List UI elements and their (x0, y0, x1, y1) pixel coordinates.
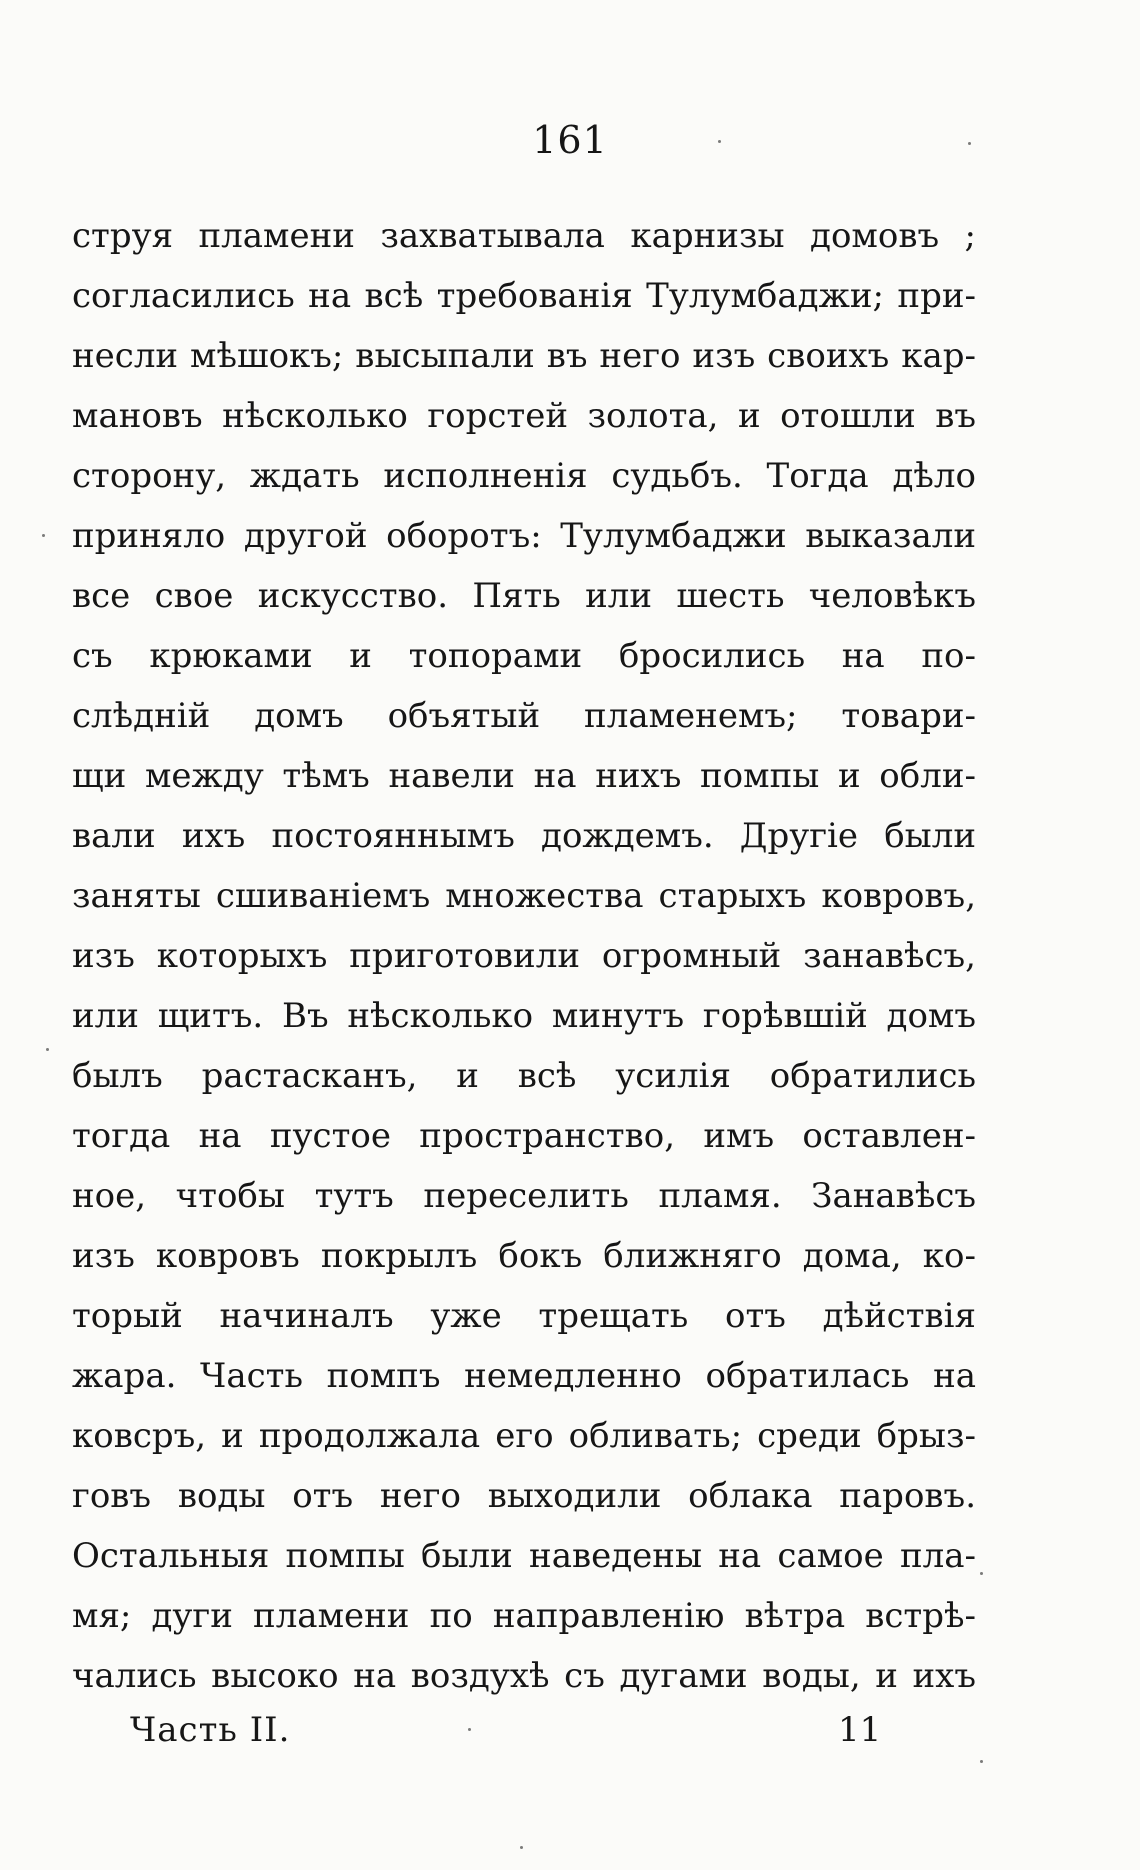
text-line: мя; дуги пламени по направленію вѣтра встрѣ- (72, 1596, 976, 1636)
scan-speck (718, 140, 721, 143)
text-line: струя пламени захватывала карнизы домовъ ; (72, 216, 976, 256)
text-line: жара. Часть помпъ немедленно обратилась на (72, 1356, 976, 1396)
text-line: изъ ковровъ покрылъ бокъ ближняго дома, ко- (72, 1236, 976, 1276)
signature-part: Часть II. (130, 1710, 291, 1750)
text-line: согласились на всѣ требованія Тулумбаджи; при- (72, 276, 976, 316)
body-text (72, 206, 976, 1706)
text-line: чались высоко на воздухѣ съ дугами воды, и ихъ (72, 1656, 976, 1696)
text-line: сторону, ждать исполненія судьбъ. Тогда дѣло (72, 456, 976, 496)
text-line: слѣдній домъ объятый пламенемъ; товари- (72, 696, 976, 736)
text-line: мановъ нѣсколько горстей золота, и отошли въ (72, 396, 976, 436)
scan-speck (42, 534, 45, 537)
text-line: съ крюками и топорами бросились на по- (72, 636, 976, 676)
text-line: изъ которыхъ приготовили огромный занавѣсъ, (72, 936, 976, 976)
scan-speck (46, 1048, 49, 1051)
scan-speck (468, 1728, 471, 1731)
scan-speck (980, 1760, 983, 1763)
text-line: все свое искусство. Пять или шесть человѣкъ (72, 576, 976, 616)
text-line: вали ихъ постояннымъ дождемъ. Другіе были (72, 816, 976, 856)
scan-speck (980, 1572, 983, 1575)
page-number: 161 (532, 118, 608, 162)
page-footer (0, 1700, 1140, 1760)
text-line: говъ воды отъ него выходили облака паровъ. (72, 1476, 976, 1516)
text-line: тогда на пустое пространство, имъ оставлен- (72, 1116, 976, 1156)
text-line: торый начиналъ уже трещать отъ дѣйствія (72, 1296, 976, 1336)
text-line: былъ растасканъ, и всѣ усилія обратились (72, 1056, 976, 1096)
text-line: или щитъ. Въ нѣсколько минутъ горѣвшій домъ (72, 996, 976, 1036)
text-line: ковсръ, и продолжала его обливать; среди брыз- (72, 1416, 976, 1456)
text-line: щи между тѣмъ навели на нихъ помпы и обли- (72, 756, 976, 796)
scan-speck (968, 142, 971, 145)
signature-number: 11 (838, 1710, 882, 1750)
scan-speck (520, 1846, 523, 1849)
text-line: заняты сшиваніемъ множества старыхъ ковровъ, (72, 876, 976, 916)
text-line: ное, чтобы тутъ переселить пламя. Занавѣсъ (72, 1176, 976, 1216)
text-line: несли мѣшокъ; высыпали въ него изъ своихъ кар- (72, 336, 976, 376)
text-line: Остальныя помпы были наведены на самое пла- (72, 1536, 976, 1576)
text-line: приняло другой оборотъ: Тулумбаджи выказали (72, 516, 976, 556)
